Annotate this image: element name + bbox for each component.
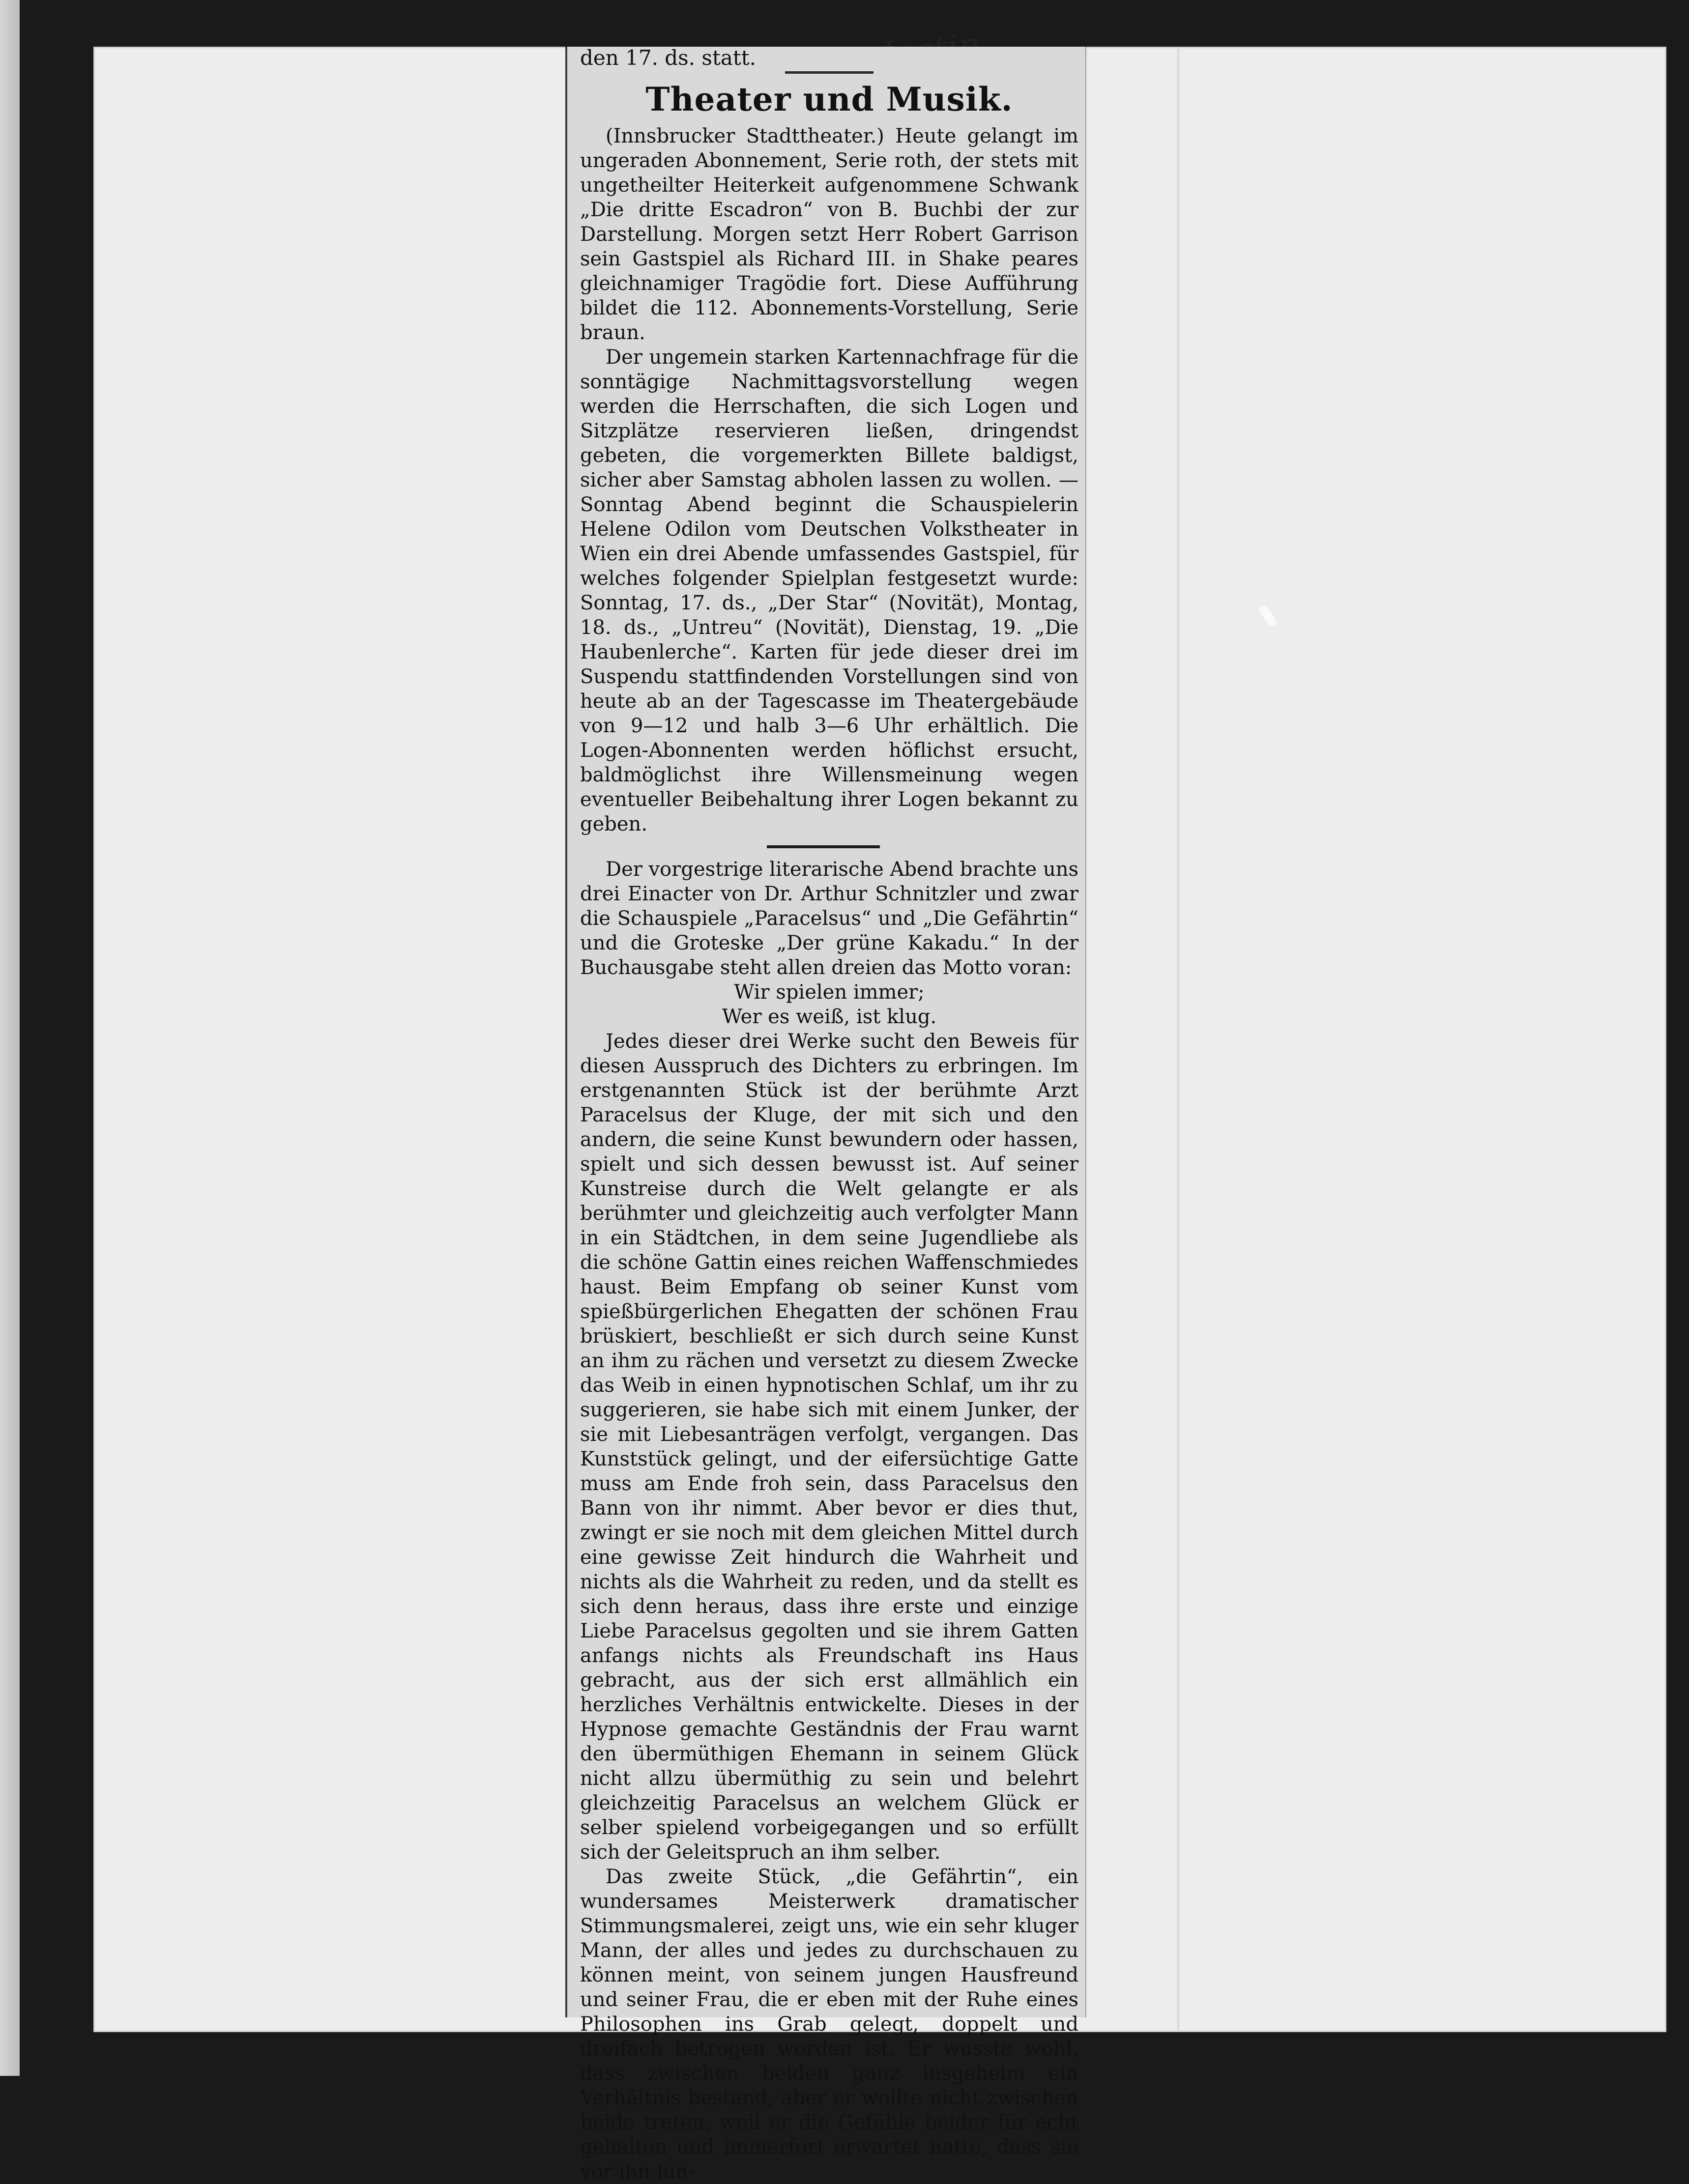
paragraph-literarischer-abend: Der vorgestrige literarische Abend brachte uns drei Einacter von Dr. Arthur Schnitzler und zwar die Schauspiele „Paracelsus“ und „Die Gefährtin“ und die Groteske „Der grüne Kakadu.“ In der Buchausgabe steht allen dreien das Motto voran: xyxy=(580,858,1078,979)
top-rule xyxy=(785,71,874,74)
motto-line-1: Wir spielen immer; xyxy=(734,981,925,1004)
clipping-top-line: den 17. ds. statt. xyxy=(580,46,757,70)
article-headline: Theater und Musik. xyxy=(645,80,1013,118)
newspaper-clipping xyxy=(565,46,1086,2183)
motto-line-2: Wer es weiß, ist klug. xyxy=(722,1006,937,1028)
paragraph-kartennachfrage: Der ungemein starken Kartennachfrage für die sonntägige Nachmittagsvorstellung wegen werden die Herrschaften, die sich Logen und Sitzplätze reservieren ließen, dringendst gebeten, die vorgemerkten Billete baldigst, sicher aber Samstag abholen lassen zu wollen. — Sonntag Abend beginnt die Schauspielerin Helene Odilon vom Deutschen Volkstheater in Wien ein drei Abende umfassendes Gastspiel, für welches folgender Spielplan festgesetzt wurde: Sonntag, 17. ds., „Der Star“ (Novität), Montag, 18. ds., „Untreu“ (Novität), Dienstag, 19. „Die Haubenlerche“. Karten für jede dieser drei im Suspendu stattfindenden Vorstellungen sind von heute ab an der Tagescasse im Theatergebäude von 9—12 und halb 3—6 Uhr erhältlich. Die Logen-Abonnenten werden höflichst ersucht, baldmöglichst ihre Willensmeinung wegen eventueller Beibehaltung ihrer Logen bekannt zu geben. xyxy=(580,346,1078,835)
paragraph-gefaehrtin: Das zweite Stück, „die Gefährtin“, ein wundersames Meisterwerk dramatischer Stimmungsmalerei, zeigt uns, wie ein sehr kluger Mann, der alles und jedes zu durchschauen zu können meint, von seinem jungen Hausfreund und seiner Frau, die er eben mit der Ruhe eines Philosophen ins Grab gelegt, doppelt und dreifach betrogen worden ist. Er wusste wohl, dass zwischen beiden ganz insgeheim ein Verhältnis bestand, aber er wollte nicht zwischen beide treten, weil er die Gefühle beider für echt gehalten und immerfort erwartet hatte, dass sie vor ihn hin- xyxy=(580,1866,1078,2183)
section-separator xyxy=(767,845,880,848)
paragraph-stadttheater: (Innsbrucker Stadttheater.) Heute gelangt im ungeraden Abonnement, Serie roth, der stets mit ungetheilter Heiterkeit aufgenommene Schwank „Die dritte Escadron“ von B. Buchbi der zur Darstellung. Morgen setzt Herr Robert Garrison sein Gastspiel als Richard III. in Shake peares gleichnamiger Tragödie fort. Diese Aufführung bildet die 112. Abonnements-Vorstellung, Serie braun. xyxy=(580,125,1078,344)
sheet-fold-line xyxy=(1177,47,1179,2032)
paragraph-paracelsus: Jedes dieser drei Werke sucht den Beweis für diesen Ausspruch des Dichters zu erbringen. Im erstgenannten Stück ist der berühmte Arzt Paracelsus der Kluge, der mit sich und den andern, die seine Kunst bewundern oder hassen, spielt und sich dessen bewusst ist. Auf seiner Kunstreise durch die Welt gelangte er als berühmter und gleichzeitig auch verfolgter Mann in ein Städtchen, in dem seine Jugendliebe als die schöne Gattin eines reichen Waffenschmiedes haust. Beim Empfang ob seiner Kunst vom spießbürgerlichen Ehegatten der schönen Frau brüskiert, beschließt er sich durch seine Kunst an ihm zu rächen und versetzt zu diesem Zwecke das Weib in einen hypnotischen Schlaf, um ihr zu suggerieren, sie habe sich mit einem Junker, der sie mit Liebesanträgen verfolgt, vergangen. Das Kunststück gelingt, und der eifersüchtige Gatte muss am Ende froh sein, dass Paracelsus den Bann von ihr nimmt. Aber bevor er dies thut, zwingt er sie noch mit dem gleichen Mittel durch eine gewisse Zeit hindurch die Wahrheit und nichts als die Wahrheit zu reden, und da stellt es sich denn heraus, dass ihre erste und einzige Liebe Paracelsus gegolten und sie ihrem Gatten anfangs nichts als Freundschaft ins Haus gebracht, aus der sich erst allmählich ein herzliches Verhältnis entwickelte. Dieses in der Hypnose gemachte Geständnis der Frau warnt den übermüthigen Ehemann in seinem Glück nicht allzu übermüthig zu sein und belehrt gleichzeitig Paracelsus an welchem Glück er selber spielend vorbeigegangen und so erfüllt sich der Geleitspruch an ihm selber. xyxy=(580,1030,1078,1864)
adjacent-page-edge xyxy=(0,0,20,2076)
